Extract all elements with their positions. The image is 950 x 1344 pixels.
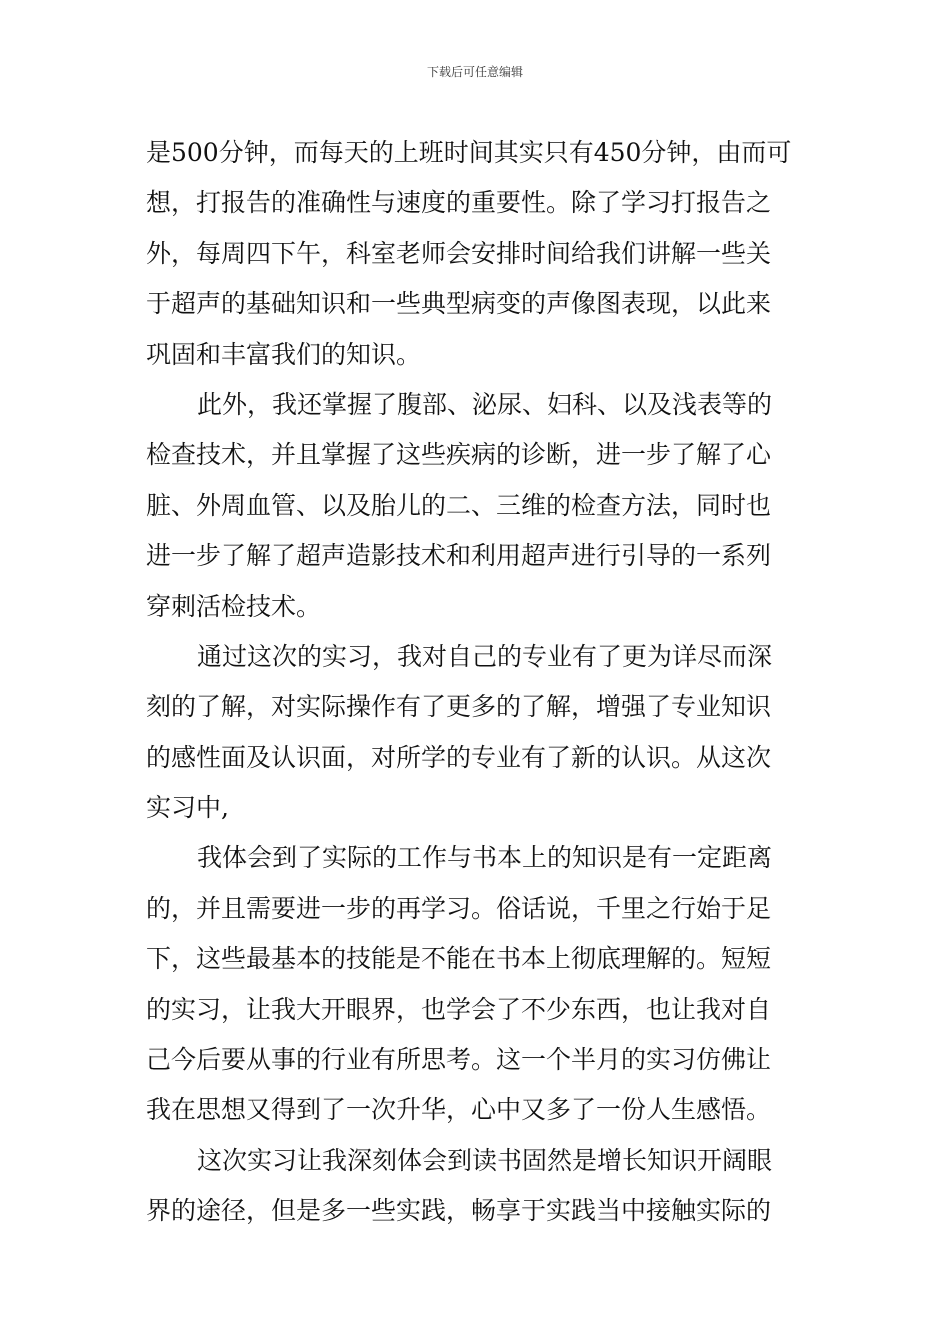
text-line: 刻的了解，对实际操作有了更多的了解，增强了专业知识: [146, 692, 772, 722]
text-line: 于超声的基础知识和一些典型病变的声像图表现，以此来: [146, 289, 772, 319]
text-line: 己今后要从事的行业有所思考。这一个半月的实习仿佛让: [146, 1045, 772, 1075]
text-line: 的，并且需要进一步的再学习。俗话说，千里之行始于足: [146, 893, 772, 923]
text-line: 脏、外周血管、以及胎儿的二、三维的检查方法，同时也: [146, 490, 772, 520]
text-line: 的实习，让我大开眼界，也学会了不少东西，也让我对自: [146, 994, 772, 1024]
page-header: 下载后可任意编辑: [426, 65, 523, 79]
text-line: 的感性面及认识面，对所学的专业有了新的认识。从这次: [146, 742, 772, 772]
paragraph-first-line: 通过这次的实习，我对自己的专业有了更为详尽而深: [197, 641, 773, 671]
document-body: [146, 128, 810, 1237]
text-line: 想，打报告的准确性与速度的重要性。除了学习打报告之: [146, 188, 772, 218]
text-line: 穿刺活检技术。: [146, 591, 322, 621]
text-line: 我在思想又得到了一次升华，心中又多了一份人生感悟。: [146, 1095, 772, 1125]
text-line: 检查技术，并且掌握了这些疾病的诊断，进一步了解了心: [146, 440, 772, 470]
paragraph-first-line: 这次实习让我深刻体会到读书固然是增长知识开阔眼: [197, 1145, 773, 1175]
text-line: 下，这些最基本的技能是不能在书本上彻底理解的。短短: [146, 944, 772, 974]
text-line: 是500分钟，而每天的上班时间其实只有450分钟，由而可: [146, 138, 792, 167]
text-line: 外，每周四下午，科室老师会安排时间给我们讲解一些关: [146, 238, 772, 268]
text-line: 实习中,: [146, 793, 229, 823]
text-line: 巩固和丰富我们的知识。: [146, 339, 422, 369]
text-line: 进一步了解了超声造影技术和利用超声进行引导的一系列: [146, 541, 772, 571]
text-line: 界的途径，但是多一些实践，畅享于实践当中接触实际的: [146, 1196, 772, 1226]
paragraph-first-line: 此外，我还掌握了腹部、泌尿、妇科、以及浅表等的: [197, 389, 773, 419]
paragraph-first-line: 我体会到了实际的工作与书本上的知识是有一定距离: [197, 843, 773, 873]
